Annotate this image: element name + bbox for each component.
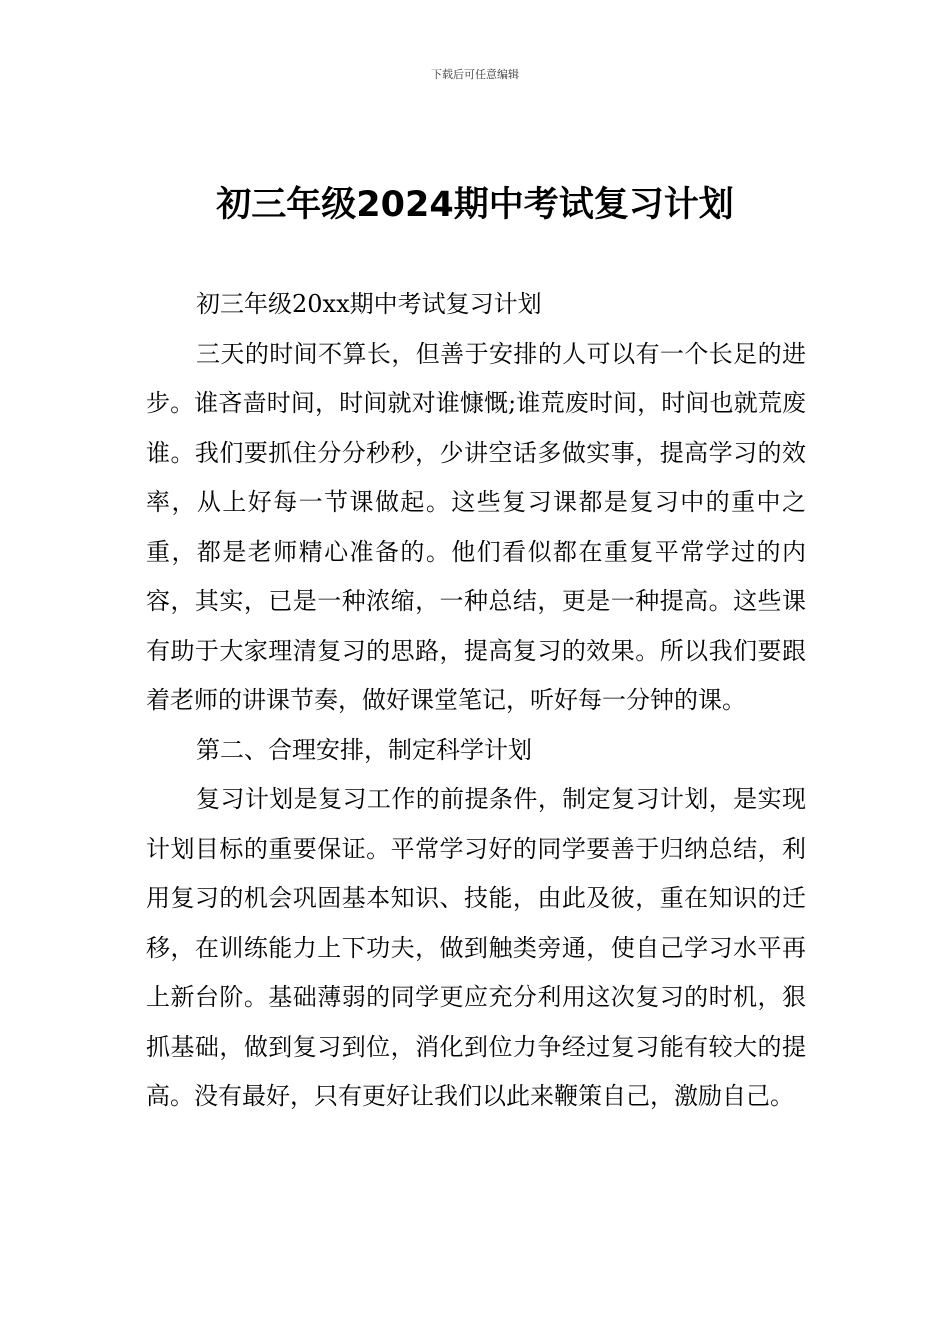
document-title: 初三年级2024期中考试复习计划 xyxy=(216,185,734,225)
download-note: 下载后可任意编辑 xyxy=(431,68,519,81)
paragraph-time-management: 三天的时间不算长，但善于安排的人可以有一个长足的进步。谁吝啬时间，时间就对谁慷慨;谁荒废时间，时间也就荒废谁。我们要抓住分分秒秒，少讲空话多做实事，提高学习的效率，从上好每一节课做起。这些复习课都是复习中的重中之重，都是老师精心准备的。他们看似都在重复平常学过的内容，其实，已是一种浓缩，一种总结，更是一种提高。这些课有助于大家理清复习的思路，提高复习的效果。所以我们要跟着老师的讲课节奏，做好课堂笔记，听好每一分钟的课。 xyxy=(146,339,806,714)
paragraph-review-plan: 复习计划是复习工作的前提条件，制定复习计划，是实现计划目标的重要保证。平常学习好的同学要善于归纳总结，利用复习的机会巩固基本知识、技能，由此及彼，重在知识的迁移，在训练能力上下功夫，做到触类旁通，使自己学习水平再上新台阶。基础薄弱的同学更应充分利用这次复习的时机，狠抓基础，做到复习到位，消化到位力争经过复习能有较大的提高。没有最好，只有更好让我们以此来鞭策自己，激励自己。 xyxy=(146,785,806,1110)
paragraph-section-heading: 第二、合理安排，制定科学计划 xyxy=(196,735,532,764)
paragraph-subtitle: 初三年级20xx期中考试复习计划 xyxy=(196,290,542,318)
document-body xyxy=(146,280,806,1122)
